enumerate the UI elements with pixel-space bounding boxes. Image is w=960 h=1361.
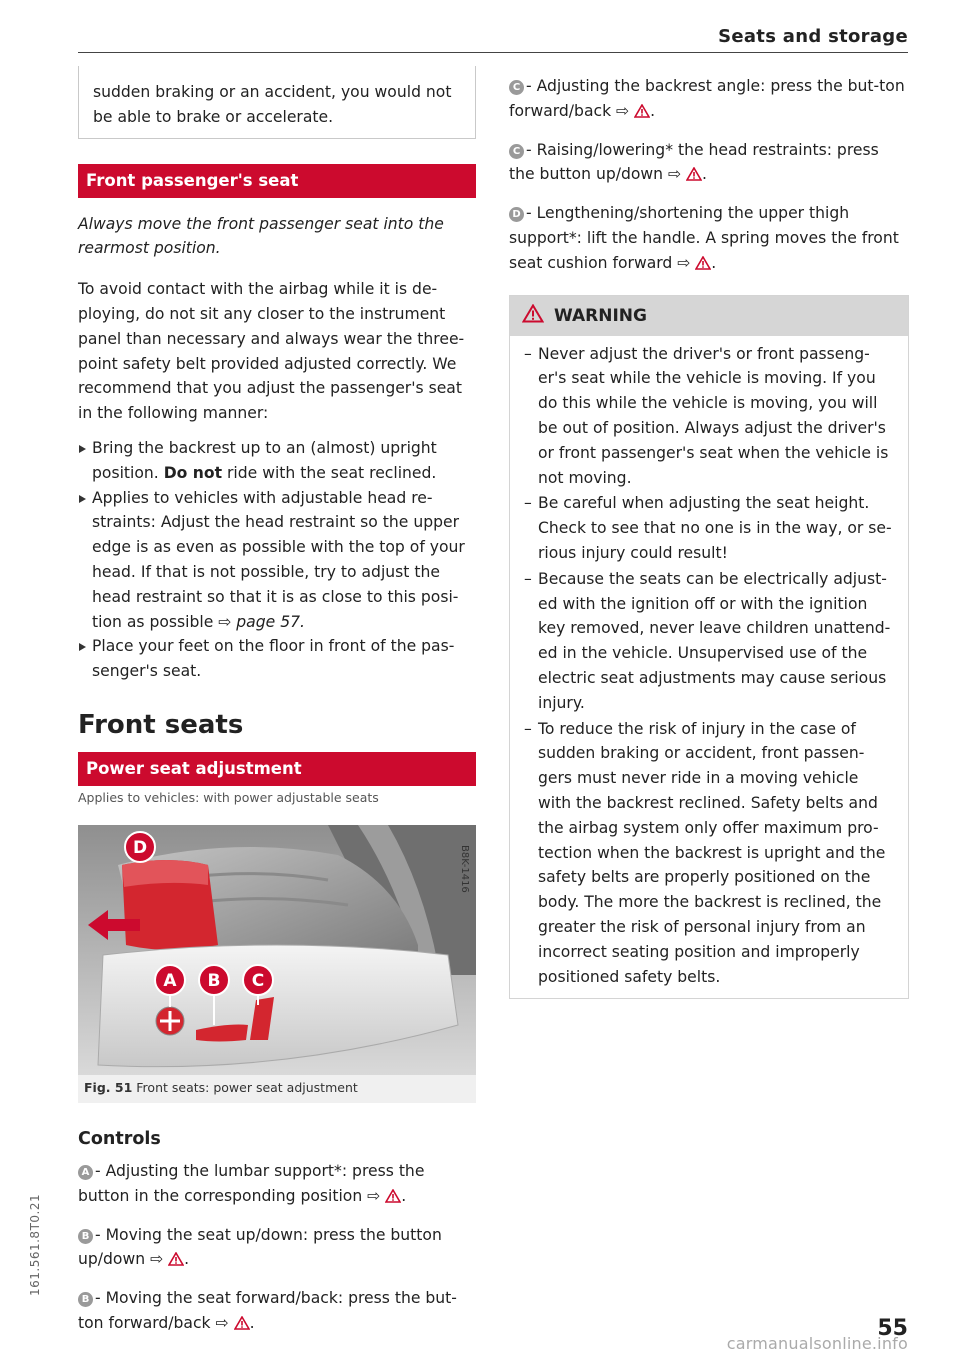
applies-to-note: Applies to vehicles: with power adjustable seats [78,789,379,805]
seat-controls-illustration [78,825,476,1075]
figure-label: Fig. 51 [84,1079,133,1095]
bullet-emphasis: Do not [163,463,223,482]
figure-caption [78,1075,476,1103]
control-b1-desc: B - Moving the seat up/down: press the button up/down ⇨ . [78,1223,476,1275]
list-item [78,634,476,684]
section-intro: Always move the front passenger seat into the rearmost position. [78,214,444,258]
list-item: – Be careful when adjusting the seat height. Check to see that no one is in the way, or se-rious injury could result! [524,491,894,565]
warning-header [510,296,908,336]
list-item [78,436,476,486]
right-column [509,66,909,999]
list-item: – To reduce the risk of injury in the case of sudden braking or accident, front passen-gers must never ride in a moving vehicle with the backrest reclined. Safety belts and the airbag system only offer maximum pro-tection when the backrest is upright and the safety belts are properly positioned on the body. The more the backrest is reclined, the greater the risk of personal injury from an incorrect seating position and improperly positioned safety belts. [524,717,894,990]
callout-label: B [207,970,221,991]
heading-front-seats: Front seats [78,709,244,740]
control-text: - Lengthening/shortening the upper thigh support*: lift the handle. A spring moves the front seat cushion forward ⇨ [509,204,899,272]
control-badge: A [78,1165,93,1180]
figure-51 [78,825,476,1103]
callout-label: D [132,837,148,858]
warning-triangle-icon[interactable] [385,1186,401,1211]
warning-triangle-icon [522,304,544,328]
callout-label: A [163,970,177,991]
page-number: 55 [877,1316,908,1341]
figure-callout-a [155,965,185,995]
control-c1-desc: C - Adjusting the backrest angle: press the but-ton forward/back ⇨ . [509,74,909,126]
control-badge: D [509,207,524,222]
figure-callout-d [125,832,155,862]
page-reference-link[interactable]: ⇨ page 57. [218,612,305,631]
warning-triangle-icon[interactable] [168,1249,184,1274]
warning-triangle-icon[interactable] [686,164,702,189]
bullet-text: ride with the seat reclined. [222,463,437,482]
header-rule [78,52,908,53]
bullet-text: Applies to vehicles with adjustable head re-straints: Adjust the head restraint so the upper edge is as even as possible with the top of your head. If that is not possible, try to adjust the head restraint so that it is as close to this posi-tion as possible [92,488,465,631]
control-badge: B [78,1229,93,1244]
continued-warning-text: sudden braking or an accident, you would not be able to brake or accelerate. [93,83,452,126]
control-c2-desc: C - Raising/lowering* the head restraints: press the button up/down ⇨ . [509,138,909,190]
control-text: - Raising/lowering* the head restraints: press the button up/down ⇨ [509,140,879,184]
figure-caption-text: Front seats: power seat adjustment [136,1079,358,1095]
section-body: To avoid contact with the airbag while it is de-ploying, do not sit any closer to the instrument panel than necessary and always wear the three-point safety belt provided adjusted correctly. We recommend that you adjust the passenger's seat in the following manner: [78,280,465,423]
controls-heading: Controls [78,1128,161,1149]
control-d-desc: D - Lengthening/shortening the upper thigh support*: lift the handle. A spring moves the front seat cushion forward ⇨ . [509,201,909,277]
left-column [78,66,476,1338]
control-badge: C [509,80,524,95]
adjustment-steps [78,436,476,684]
control-badge: B [78,1292,93,1307]
control-text: - Moving the seat forward/back: press the but-ton forward/back ⇨ [78,1289,457,1332]
document-code: 161.561.8T0.21 [28,1193,42,1296]
warning-title: WARNING [554,305,647,326]
list-item: – Never adjust the driver's or front passeng-er's seat while the vehicle is moving. If you do this while the vehicle is moving, you will be out of position. Always adjust the driver's or front passenger's seat when the vehicle is not moving. [524,342,894,491]
continued-warning-box [78,66,476,139]
list-item: – Because the seats can be electrically adjust-ed with the ignition off or with the ignition key removed, never leave children unattend-ed in the vehicle. Unsupervised use of the electric seat adjustments may cause serious injury. [524,567,894,716]
warning-triangle-icon[interactable] [695,253,711,278]
control-text: - Adjusting the lumbar support*: press the button in the corresponding position ⇨ [78,1161,425,1205]
control-text: - Adjusting the backrest angle: press the but-ton forward/back ⇨ [509,77,905,120]
section-title-power-seat-adjustment: Power seat adjustment [78,752,476,786]
control-a-desc: A - Adjusting the lumbar support*: press the button in the corresponding position ⇨ . [78,1159,476,1211]
bullet-text: Place your feet on the floor in front of the pas-senger's seat. [92,637,455,681]
warning-triangle-icon[interactable] [634,101,650,126]
warning-body [510,336,908,999]
control-text: - Moving the seat up/down: press the button up/down ⇨ [78,1225,442,1269]
warning-box [509,295,909,1000]
bullet-text: Bring the backrest up to an (almost) upright position. [92,438,437,482]
figure-callout-c [243,965,273,995]
header-title: Seats and storage [718,26,908,47]
figure-callout-b [199,965,229,995]
section-title-front-passenger-seat: Front passenger's seat [78,164,476,198]
control-b2-desc: B - Moving the seat forward/back: press the but-ton forward/back ⇨ . [78,1286,476,1338]
warning-triangle-icon[interactable] [234,1313,250,1338]
control-badge: C [509,144,524,159]
figure-code: B8K-1416 [459,844,470,893]
watermark: carmanualsonline.info [726,1334,908,1353]
warning-list [524,342,894,990]
list-item [78,486,476,635]
callout-label: C [251,970,265,991]
